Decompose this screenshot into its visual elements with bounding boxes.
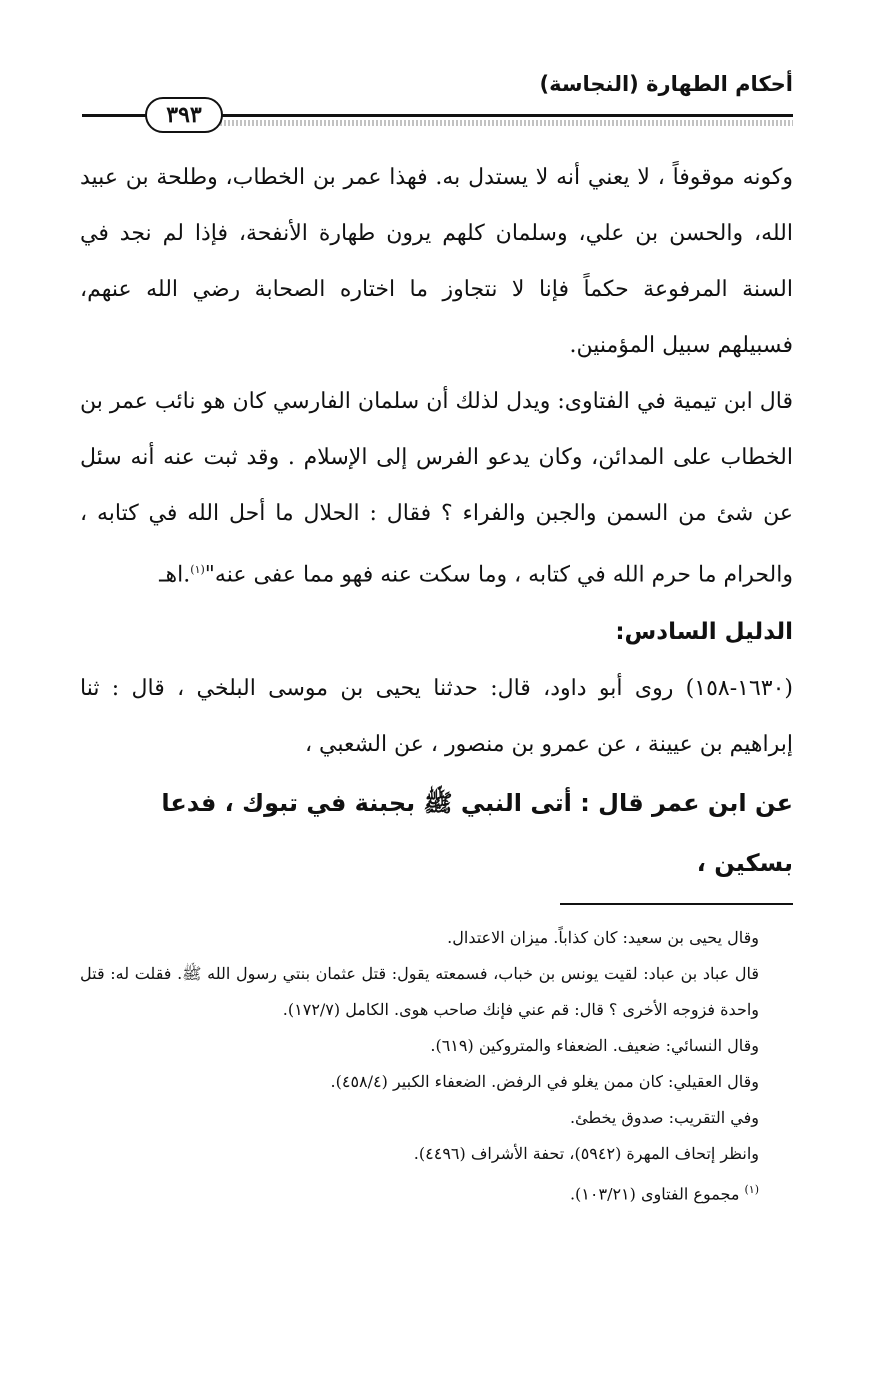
footnote-line: وقال العقيلي: كان ممن يغلو في الرفض. الضعفاء الكبير (٤٥٨/٤). — [330, 1072, 759, 1091]
main-text — [80, 150, 793, 893]
footnote-separator — [560, 903, 793, 905]
section-heading: الدليل السادس: — [615, 619, 793, 646]
page-number: ٣٩٣ — [145, 97, 223, 133]
paragraph-1: وكونه موقوفاً ، لا يعني أنه لا يستدل به. فهذا عمر بن الخطاب، وطلحة بن عبيد الله، والحسن بن علي، وسلمان كلهم يرون طهارة الأنفحة، فإذا لم نجد في السنة المرفوعة حكماً فإنا لا نتجاوز ما اختاره الصحابة رضي الله عنهم، فسبيلهم سبيل المؤمنين. — [80, 165, 793, 358]
footnote-number: (١) — [744, 1183, 759, 1196]
paragraph-3: (١٦٣٠-١٥٨) روى أبو داود، قال: حدثنا يحيى بن موسى البلخي ، قال : ثنا إبراهيم بن عيينة ، عن عمرو بن منصور ، عن الشعبي ، — [80, 676, 793, 758]
footnotes — [80, 920, 793, 1212]
hadith-text: عن ابن عمر قال : أتى النبي ﷺ بجبنة في تبوك ، فدعا بسكين ، — [161, 789, 793, 878]
footnote-line: وانظر إتحاف المهرة (٥٩٤٢)، تحفة الأشراف (٤٤٩٦). — [413, 1144, 759, 1163]
running-header-title: أحكام الطهارة (النجاسة) — [539, 72, 793, 96]
footnote-line: قال عباد بن عباد: لقيت يونس بن خباب، فسمعته يقول: قتل عثمان بنتي رسول الله ﷺ. فقلت له: قتل واحدة فزوجه الأخرى ؟ قال: قم عني فإنك صاحب هوى. الكامل (١٧٢/٧). — [80, 964, 760, 1019]
footnote-line: وفي التقريب: صدوق يخطئ. — [569, 1108, 759, 1127]
footnote-1-text: مجموع الفتاوى (١٠٣/٢١). — [569, 1184, 740, 1204]
footnote-ref: (١) — [190, 563, 205, 576]
footnote-1 — [80, 1172, 793, 1212]
footnote-line: وقال النسائي: ضعيف. الضعفاء والمتروكين (٦١٩). — [430, 1036, 759, 1055]
paragraph-2-text: قال ابن تيمية في الفتاوى: ويدل لذلك أن سلمان الفارسي كان هو نائب عمر بن الخطاب على المدائن، وكان يدعو الفرس إلى الإسلام . وقد ثبت عنه أنه سئل عن شئ من السمن والجبن والفراء ؟ فقال : الحلال ما أحل الله في كتابه ، والحرام ما حرم الله في كتابه ، وما سكت عنه فهو مما عفى عنه" — [80, 389, 793, 588]
header-decoration — [220, 120, 793, 126]
paragraph-2 — [80, 374, 793, 603]
paragraph-2-end: .اهـ — [159, 562, 191, 588]
footnote-line: وقال يحيى بن سعيد: كان كذاباً. ميزان الاعتدال. — [447, 928, 759, 947]
